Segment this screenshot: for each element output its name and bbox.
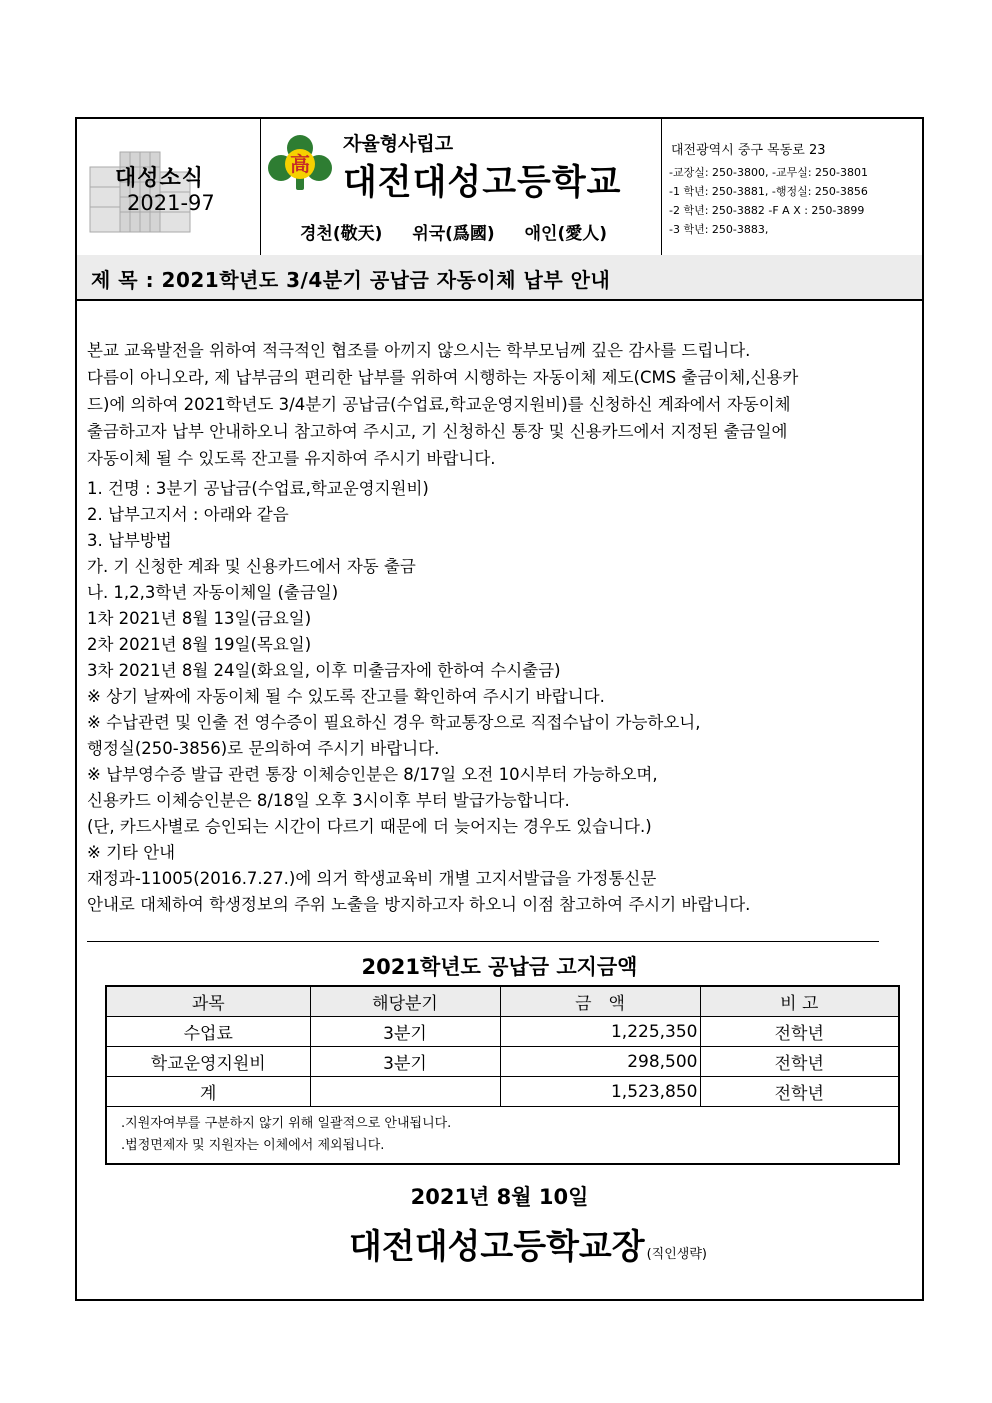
body-line: 3. 납부방법	[87, 531, 172, 550]
body-line: 3차 2021년 8월 24일(화요일, 이후 미출금자에 한하여 수시출금)	[87, 661, 561, 680]
body-line: 2차 2021년 8월 19일(목요일)	[87, 635, 312, 654]
newsletter-number: 2021-97	[127, 191, 215, 215]
newsletter-badge	[77, 119, 261, 255]
body-line: 신용카드 이체승인분은 8/18일 오후 3시이후 부터 발급가능합니다.	[87, 791, 570, 810]
body-line: 나. 1,2,3학년 자동이체일 (출금일)	[87, 583, 339, 602]
body-line: 안내로 대체하여 학생정보의 주위 노출을 방지하고자 하오니 이점 참고하여 주시기 바랍니다.	[87, 895, 751, 914]
body-line: 가. 기 신청한 계좌 및 신용카드에서 자동 출금	[87, 557, 416, 576]
school-motto	[300, 219, 631, 244]
table-row	[106, 1047, 899, 1077]
body-line: 재정과-11005(2016.7.27.)에 의거 학생교육비 개별 고지서발급을 가정통신문	[87, 869, 657, 888]
table-cell: 학교운영지원비	[106, 1047, 310, 1077]
school-name: 대전대성고등학교	[343, 163, 622, 203]
body-line: 본교 교육발전을 위하여 적극적인 협조를 아끼지 않으시는 학부모님께 깊은 감사를 드립니다.	[87, 341, 751, 360]
table-cell: 전학년	[700, 1077, 899, 1107]
body-line: (단, 카드사별로 승인되는 시간이 다르기 때문에 더 늦어지는 경우도 있습니다.)	[87, 817, 652, 836]
table-cell: 계	[106, 1077, 310, 1107]
body-line: 자동이체 될 수 있도록 잔고를 유지하여 주시기 바랍니다.	[87, 449, 496, 468]
body-line: 1차 2021년 8월 13일(금요일)	[87, 609, 312, 628]
body-line: 출금하고자 납부 안내하오니 참고하여 주시고, 기 신청하신 통장 및 신용카드에서 지정된 출금일에	[87, 422, 788, 441]
phone-line: -3 학년: 250-3883,	[669, 223, 769, 236]
body-line: 다름이 아니오라, 제 납부금의 편리한 납부를 위하여 시행하는 자동이체 제도(CMS 출금이체,신용카	[87, 368, 799, 387]
school-type: 자율형사립고	[343, 133, 454, 155]
body-line: ※ 납부영수증 발급 관련 통장 이체승인분은 8/17일 오전 10시부터 가능하오며,	[87, 765, 658, 784]
title-bar	[77, 255, 922, 301]
letterhead	[77, 119, 922, 257]
body-line: ※ 기타 안내	[87, 843, 176, 862]
school-identity	[260, 119, 662, 255]
document-title: 제 목 : 2021학년도 3/4분기 공납금 자동이체 납부 안내	[91, 268, 611, 292]
section-divider	[87, 941, 879, 942]
table-cell: 3분기	[310, 1017, 500, 1047]
table-cell: 수업료	[106, 1017, 310, 1047]
principal-title: 대전대성고등학교장	[349, 1227, 645, 1267]
body-line: 드)에 의하여 2021학년도 3/4분기 공납금(수업료,학교운영지원비)를 신청하신 계좌에서 자동이체	[87, 395, 791, 414]
school-address: 대전광역시 중구 목동로 23	[671, 143, 826, 158]
phone-line: -1 학년: 250-3881, -행정실: 250-3856	[669, 185, 868, 198]
seal-note: (직인생략)	[646, 1247, 707, 1262]
table-cell: 1,225,350	[500, 1017, 700, 1047]
table-header-row	[106, 986, 899, 1017]
phone-line: -교장실: 250-3800, -교무실: 250-3801	[669, 166, 869, 179]
emblem-glyph: 高	[290, 152, 310, 176]
table-cell: 3분기	[310, 1047, 500, 1077]
newsletter-name: 대성소식	[115, 166, 205, 191]
motto-item: 경천(敬天)	[300, 224, 383, 244]
column-header: 해당분기	[310, 986, 500, 1017]
document-frame	[75, 117, 924, 1301]
column-header: 금 액	[500, 986, 700, 1017]
principal-signature	[349, 1219, 707, 1268]
table-cell: 전학년	[700, 1017, 899, 1047]
motto-item: 애인(愛人)	[524, 224, 608, 244]
body-line: 행정실(250-3856)로 문의하여 주시기 바랍니다.	[87, 739, 440, 758]
contact-info	[661, 119, 924, 255]
phone-line: -2 학년: 250-3882 -F A X : 250-3899	[669, 204, 865, 217]
body-line: 2. 납부고지서 : 아래와 같음	[87, 505, 289, 524]
table-cell	[310, 1077, 500, 1107]
table-row-total	[106, 1077, 899, 1107]
body-line: ※ 상기 날짜에 자동이체 될 수 있도록 잔고를 확인하여 주시기 바랍니다.	[87, 687, 605, 706]
table-cell: 전학년	[700, 1047, 899, 1077]
motto-item: 위국(爲國)	[412, 224, 495, 244]
fee-table	[105, 985, 900, 1165]
table-notes	[106, 1107, 899, 1165]
fee-table-title: 2021학년도 공납금 고지금액	[361, 955, 638, 979]
note-line: .지원자여부를 구분하지 않기 위해 일괄적으로 안내됩니다.	[121, 1116, 452, 1131]
table-row	[106, 1017, 899, 1047]
body-line: ※ 수납관련 및 인출 전 영수증이 필요하신 경우 학교통장으로 직접수납이 가능하오니,	[87, 713, 701, 732]
table-cell: 1,523,850	[500, 1077, 700, 1107]
column-header: 비 고	[700, 986, 899, 1017]
body-line: 1. 건명 : 3분기 공납금(수업료,학교운영지원비)	[87, 479, 429, 498]
issue-date: 2021년 8월 10일	[410, 1185, 589, 1209]
note-line: .법정면제자 및 지원자는 이체에서 제외됩니다.	[121, 1138, 385, 1153]
table-notes-row	[106, 1107, 899, 1165]
school-emblem-icon	[265, 134, 335, 194]
table-cell: 298,500	[500, 1047, 700, 1077]
column-header: 과목	[106, 986, 310, 1017]
